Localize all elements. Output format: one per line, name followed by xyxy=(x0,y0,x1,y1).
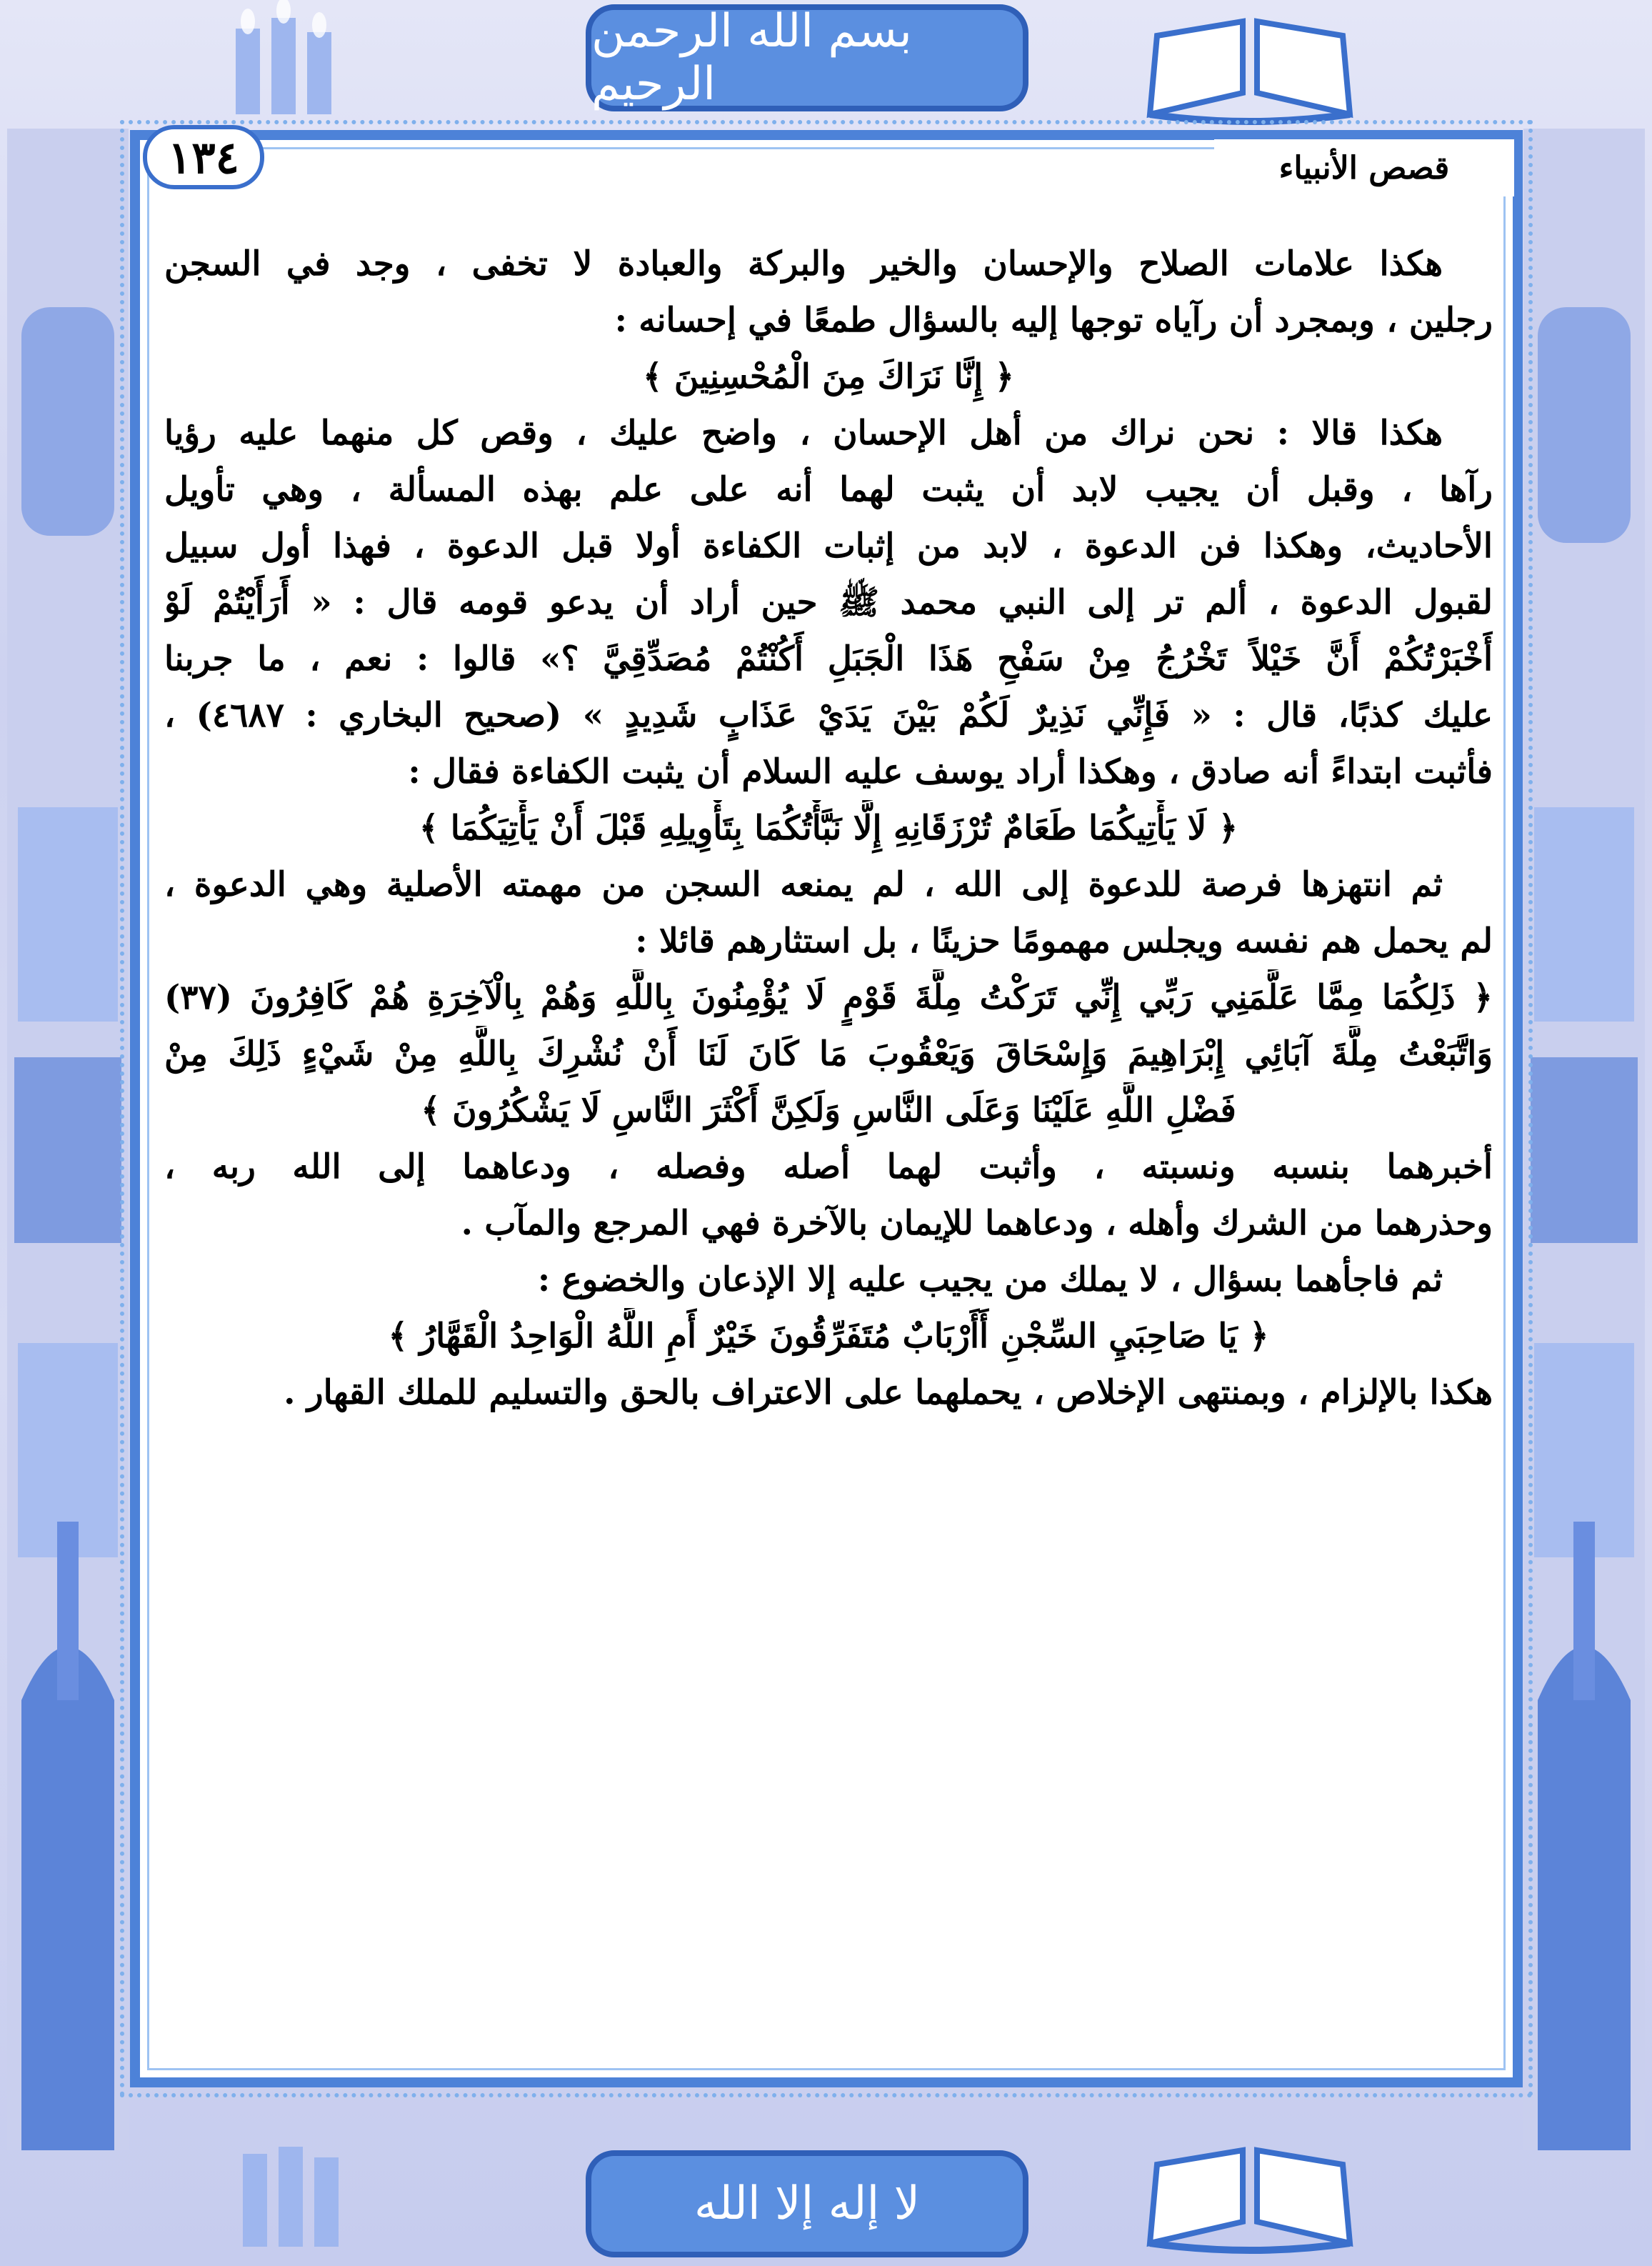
body-line: هكذا علامات الصلاح والإحسان والخير والبركة والعبادة لا تخفى ، وجد في السجن xyxy=(164,244,1443,284)
body-line: الأحاديث، وهكذا فن الدعوة ، لابد من إثبات الكفاءة أولا قبل الدعوة ، فهذا أول سبيل xyxy=(164,526,1493,566)
quran-verse: ﴿ ذَلِكُمَا مِمَّا عَلَّمَنِي رَبِّي إِنِّي تَرَكْتُ مِلَّةَ قَوْمٍ لَا يُؤْمِنُونَ بِاللَّهِ وَهُمْ بِالْآخِرَةِ هُمْ كَافِرُونَ (٣٧) xyxy=(164,978,1493,1017)
quran-verse: ﴿ يَا صَاحِبَيِ السِّجْنِ أَأَرْبَابٌ مُتَفَرِّقُونَ خَيْرٌ أَمِ اللَّهُ الْوَاحِدُ الْقَهَّارُ ﴾ xyxy=(388,1317,1269,1356)
open-book-icon xyxy=(1143,7,1357,129)
quran-verse: وَاتَّبَعْتُ مِلَّةَ آبَائِي إِبْرَاهِيمَ وَإِسْحَاقَ وَيَعْقُوبَ مَا كَانَ لَنَا أَنْ نُشْرِكَ بِاللَّهِ مِنْ شَيْءٍ ذَلِكَ مِنْ xyxy=(164,1034,1493,1074)
tahlil-text: لا إله إلا الله xyxy=(694,2177,921,2230)
quran-verse: فَضْلِ اللَّهِ عَلَيْنَا وَعَلَى النَّاسِ وَلَكِنَّ أَكْثَرَ النَّاسِ لَا يَشْكُرُونَ ﴾ xyxy=(421,1091,1236,1130)
body-line: فأثبت ابتداءً أنه صادق ، وهكذا أراد يوسف عليه السلام أن يثبت الكفاءة فقال : xyxy=(408,752,1493,792)
book-title: قصص الأنبياء xyxy=(1214,139,1514,196)
quran-verse: ﴿ إِنَّا نَرَاكَ مِنَ الْمُحْسِنِينَ ﴾ xyxy=(642,357,1015,396)
body-line: لقبول الدعوة ، ألم تر إلى النبي محمد ﷺ حين أراد أن يدعو قومه قال : « أَرَأَيْتُمْ لَوْ xyxy=(164,583,1493,622)
bottom-tahlil-banner xyxy=(586,2150,1028,2257)
basmala-text: بسم الله الرحمن الرحيم xyxy=(591,5,912,111)
body-line: ثم فاجأهما بسؤال ، لا يملك من يجيب عليه إلا الإذعان والخضوع : xyxy=(537,1260,1443,1299)
body-line: عليك كذبًا، قال : « فَإِنِّي نَذِيرٌ لَكُمْ بَيْنَ يَدَيْ عَذَابٍ شَدِيدٍ » (صحيح البخاري : ٤٦٨٧) ، xyxy=(164,696,1493,735)
body-line: لم يحمل هم نفسه ويجلس مهمومًا حزينًا ، بل استثارهم قائلا : xyxy=(635,922,1493,961)
body-line: ثم انتهزها فرصة للدعوة إلى الله ، لم يمنعه السجن من مهمته الأصلية وهي الدعوة ، xyxy=(164,865,1443,904)
body-line: هكذا بالإلزام ، وبمنتهى الإخلاص ، يحملهما على الاعتراف بالحق والتسليم للملك القهار . xyxy=(284,1373,1493,1412)
body-line: أَخْبَرْتُكُمْ أَنَّ خَيْلاً تَخْرُجُ مِنْ سَفْحِ هَذَا الْجَبَلِ أَكُنْتُمْ مُصَدِّقِيَّ ؟» قالوا : نعم ، ما جربنا xyxy=(164,639,1493,679)
top-basmala-banner xyxy=(586,4,1028,111)
body-line: رجلين ، وبمجرد أن رآياه توجها إليه بالسؤال طمعًا في إحسانه : xyxy=(614,301,1493,340)
left-ornament-panel xyxy=(7,129,129,2150)
body-line: أخبرهما بنسبه ونسبته ، وأثبت لهما أصله وفصله ، ودعاهما إلى الله ربه ، xyxy=(164,1147,1493,1187)
body-line: وحذرهما من الشرك وأهله ، ودعاهما للإيمان بالآخرة فهي المرجع والمآب . xyxy=(461,1204,1493,1243)
open-book-icon xyxy=(1143,2136,1357,2257)
quran-verse: ﴿ لَا يَأْتِيكُمَا طَعَامٌ تُرْزَقَانِهِ إِلَّا نَبَّأْتُكُمَا بِتَأْوِيلِهِ قَبْلَ أَنْ يَأْتِيَكُمَا ﴾ xyxy=(419,809,1238,848)
body-line: هكذا قالا : نحن نراك من أهل الإحسان ، واضح عليك ، وقص كل منهما عليه رؤيا xyxy=(164,414,1443,453)
page-number: ١٣٤ xyxy=(143,125,264,189)
body-line: رآها ، وقبل أن يجيب لابد أن يثبت لهما أنه على علم بهذه المسألة ، وهي تأويل xyxy=(164,470,1493,509)
page-body xyxy=(164,236,1493,1421)
right-ornament-panel xyxy=(1523,129,1645,2150)
